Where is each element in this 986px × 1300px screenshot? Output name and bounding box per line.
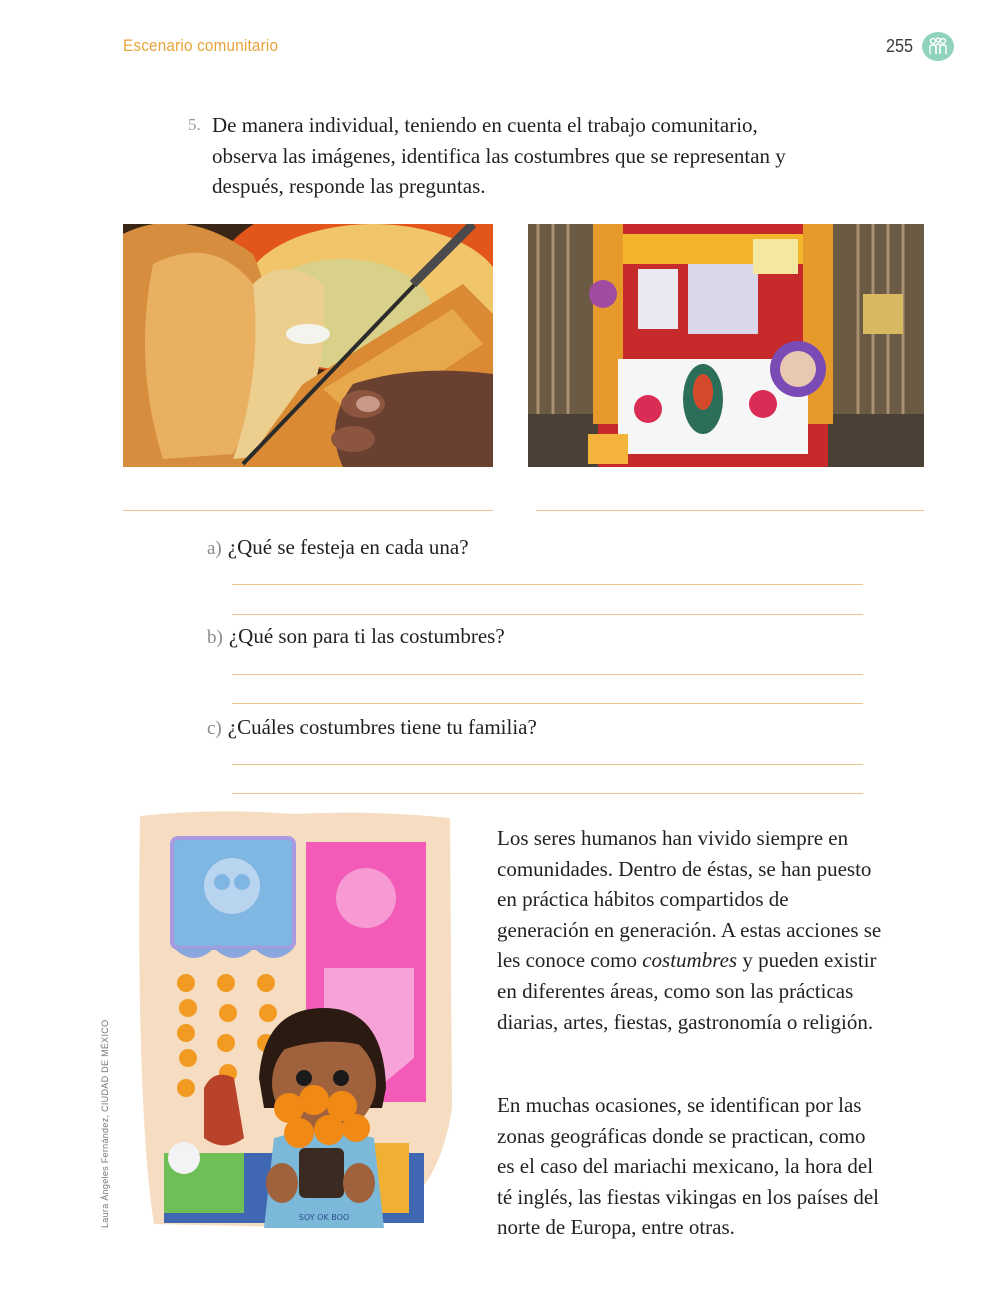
question-text: ¿Cuáles costumbres tiene tu familia? <box>227 715 537 739</box>
activity-instruction <box>188 110 828 202</box>
question-text: ¿Qué se festeja en cada una? <box>227 535 469 559</box>
question-a <box>207 533 469 563</box>
photo-right-answer-line[interactable] <box>536 510 924 511</box>
question-c <box>207 713 537 743</box>
bread-cutting-photo <box>123 224 493 467</box>
answer-line-a2[interactable] <box>232 614 863 615</box>
para1-text-after: y pueden existir en diferentes áreas, como son las prácticas diarias, artes, fiestas, gastronomía o religión. <box>497 948 877 1034</box>
illustration-credit: Laura Ángeles Fernández, CIUDAD DE MÉXICO <box>100 1019 110 1228</box>
answer-line-a1[interactable] <box>232 584 863 585</box>
cloth-text: SOY OK BOO <box>298 1213 350 1222</box>
page-number: 255 <box>886 36 914 56</box>
question-letter: c) <box>207 718 222 739</box>
section-title: Escenario comunitario <box>123 36 279 55</box>
answer-line-b2[interactable] <box>232 703 863 704</box>
question-letter: a) <box>207 538 222 559</box>
question-b <box>207 622 505 652</box>
girl-with-marigolds-illustration <box>134 808 454 1236</box>
photo-left-answer-line[interactable] <box>123 510 493 511</box>
day-of-the-dead-altar-photo <box>528 224 924 467</box>
answer-line-c1[interactable] <box>232 764 863 765</box>
para1-text-before: Los seres humanos han vivido siempre en comunidades. Dentro de éstas, se han puesto en práctica hábitos compartidos de generación en generación. A estas acciones se les conoce como <box>497 826 882 973</box>
question-letter: b) <box>207 627 223 648</box>
para1-term: costumbres <box>642 948 738 973</box>
answer-line-c2[interactable] <box>232 793 863 794</box>
activity-number: 5. <box>188 115 201 134</box>
activity-text: De manera individual, teniendo en cuenta el trabajo comunitario, observa las imágenes, identifica las costumbres que se representan y después, responde las preguntas. <box>212 113 786 198</box>
answer-line-b1[interactable] <box>232 674 863 675</box>
question-text: ¿Qué son para ti las costumbres? <box>228 624 505 648</box>
community-icon <box>922 32 954 61</box>
body-paragraph-2: En muchas ocasiones, se identifican por las zonas geográficas donde se practican, como es el caso del mariachi mexicano, la hora del té inglés, las fiestas vikingas en los países del norte de Europa, entre otras. <box>497 1093 880 1240</box>
body-paragraph-1 <box>497 823 882 1037</box>
